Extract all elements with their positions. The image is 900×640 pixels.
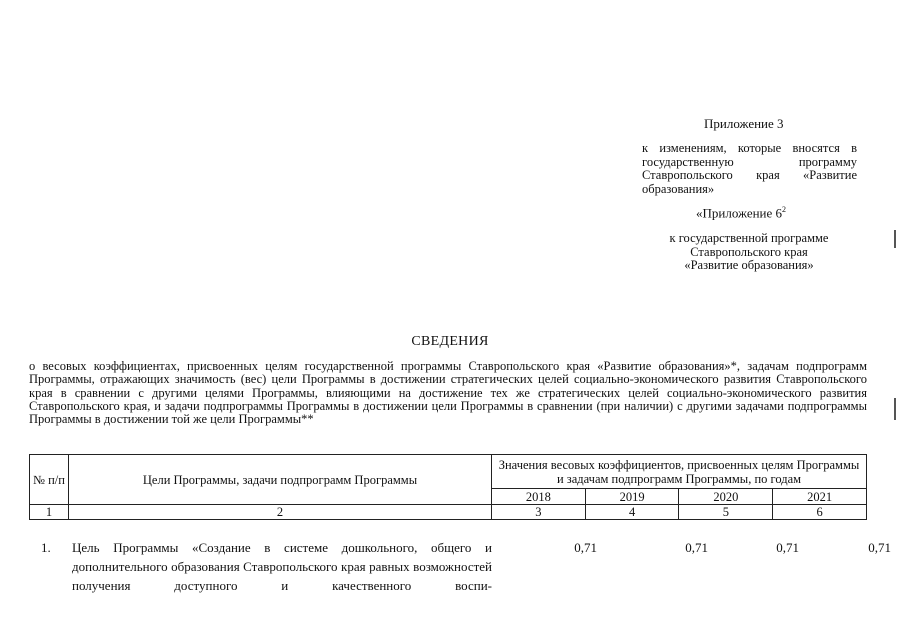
index-cell: 5	[679, 505, 773, 520]
index-cell: 2	[69, 505, 492, 520]
annex6-superscript: 2	[782, 205, 787, 214]
col-values-header: Значения весовых коэффициентов, присвоенных целям Программы и задачам подпрограмм Программы, по годам	[492, 455, 867, 489]
year-header: 2019	[585, 489, 679, 505]
heading-description: о весовых коэффициентах, присвоенных целям государственной программы Ставропольского края «Развитие образования»*, задачам подпрограмм Программы, отражающих значимость (вес) цели Программы в достижении стратегических целей социально-экономического развития Ставропольского края в сравнении с другими целями Программы, влияющими на достижение тех же стратегических целей социально-экономического развития Ставропольского края, и задачи подпрограммы Программы в достижении цели Программы в сравнении (при наличии) с другими задачами подпрограммы Программы в достижении той же цели Программы**	[29, 359, 867, 427]
annex-title: Приложение 3	[704, 116, 784, 131]
coefficients-table	[29, 454, 867, 520]
index-cell: 4	[585, 505, 679, 520]
annex6-line: «Развитие образования»	[684, 258, 814, 272]
row-goal-text: Цель Программы «Создание в системе дошкольного, общего и дополнительного образования Ставропольского края равных возможностей получения доступного и качественного воспи-	[72, 540, 492, 593]
index-cell: 3	[492, 505, 586, 520]
year-header: 2021	[773, 489, 867, 505]
document-heading: СВЕДЕНИЯ	[411, 334, 489, 349]
col-goal-header: Цели Программы, задачи подпрограмм Программы	[69, 455, 492, 505]
row-value-2018: 0,71	[574, 540, 597, 555]
annex6-description	[640, 232, 858, 273]
scan-margin-mark	[894, 230, 896, 248]
annex6-title-text: «Приложение 6	[696, 205, 783, 221]
annex6-title	[696, 205, 786, 221]
row-value-2020: 0,71	[776, 540, 799, 555]
annex6-line: к государственной программе	[669, 231, 829, 245]
year-header: 2020	[679, 489, 773, 505]
annex-description: к изменениям, которые вносятся в государственную программу Ставропольского края «Развитие образования»	[642, 141, 857, 196]
col-num-header: № п/п	[30, 455, 69, 505]
year-header: 2018	[492, 489, 586, 505]
index-cell: 1	[30, 505, 69, 520]
index-cell: 6	[773, 505, 867, 520]
row-number: 1.	[41, 540, 51, 555]
scan-margin-mark	[894, 398, 896, 420]
row-value-2019: 0,71	[685, 540, 708, 555]
row-value-2021: 0,71	[868, 540, 891, 555]
annex6-line: Ставропольского края	[690, 244, 808, 259]
